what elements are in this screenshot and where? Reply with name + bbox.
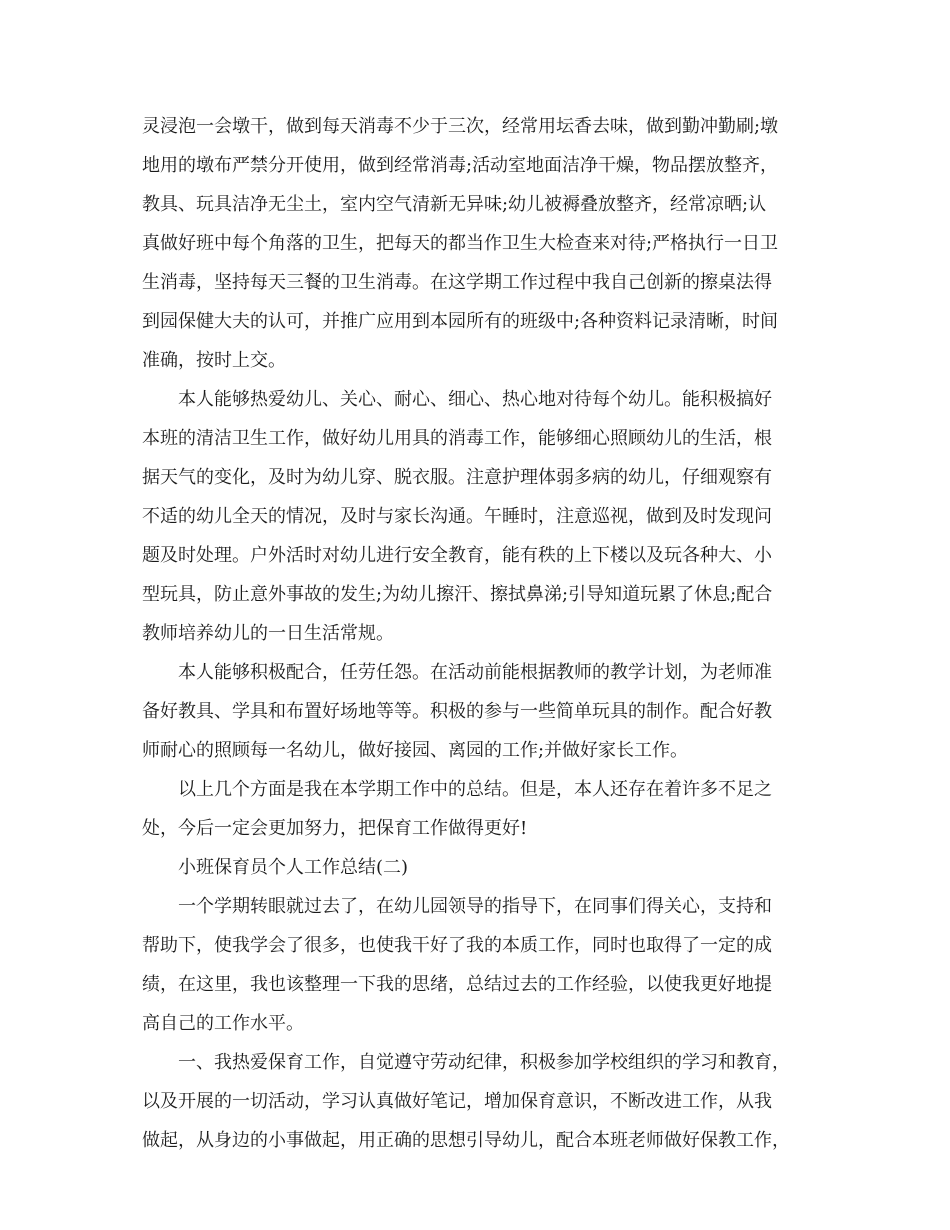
text-line: 不适的幼儿全天的情况，及时与家长沟通。午睡时，注意巡视，做到及时发现问 bbox=[142, 506, 772, 527]
section-heading: 小班保育员个人工作总结(二) bbox=[178, 857, 409, 878]
text-line: 高自己的工作水平。 bbox=[142, 1013, 304, 1034]
paragraph-start-line: 本人能够积极配合，任劳任怨。在活动前能根据教师的教学计划，为老师准 bbox=[178, 662, 772, 683]
paragraph-start-line: 一个学期转眼就过去了，在幼儿园领导的指导下，在同事们得关心，支持和 bbox=[178, 896, 772, 917]
text-line: 本班的清洁卫生工作，做好幼儿用具的消毒工作，能够细心照顾幼儿的生活，根 bbox=[142, 428, 772, 449]
text-line: 师耐心的照顾每一名幼儿，做好接园、离园的工作;并做好家长工作。 bbox=[142, 740, 689, 761]
paragraph-start-line: 以上几个方面是我在本学期工作中的总结。但是，本人还存在着许多不足之 bbox=[178, 779, 772, 800]
text-line: 真做好班中每个角落的卫生，把每天的都当作卫生大检查来对待;严格执行一日卫 bbox=[142, 233, 779, 254]
text-line: 据天气的变化，及时为幼儿穿、脱衣服。注意护理体弱多病的幼儿，仔细观察有 bbox=[142, 467, 772, 488]
text-line: 帮助下，使我学会了很多，也使我干好了我的本质工作，同时也取得了一定的成 bbox=[142, 935, 772, 956]
paragraph-start-line: 一、我热爱保育工作，自觉遵守劳动纪律，积极参加学校组织的学习和教育， bbox=[178, 1052, 790, 1073]
text-line: 以及开展的一切活动，学习认真做好笔记，增加保育意识，不断改进工作，从我 bbox=[142, 1091, 772, 1112]
text-line: 备好教具、学具和布置好场地等等。积极的参与一些简单玩具的制作。配合好教 bbox=[142, 701, 772, 722]
text-line: 灵浸泡一会墩干，做到每天消毒不少于三次，经常用坛香去味，做到勤冲勤刷;墩 bbox=[142, 116, 779, 137]
text-line: 教师培养幼儿的一日生活常规。 bbox=[142, 623, 394, 644]
text-line: 准确，按时上交。 bbox=[142, 350, 286, 371]
text-line: 地用的墩布严禁分开使用，做到经常消毒;活动室地面洁净干燥，物品摆放整齐， bbox=[142, 155, 779, 176]
text-line: 做起，从身边的小事做起，用正确的思想引导幼儿，配合本班老师做好保教工作， bbox=[142, 1130, 790, 1151]
text-line: 到园保健大夫的认可，并推广应用到本园所有的班级中;各种资料记录清晰，时间 bbox=[142, 311, 779, 332]
text-line: 型玩具，防止意外事故的发生;为幼儿擦汗、擦拭鼻涕;引导知道玩累了休息;配合 bbox=[142, 584, 773, 605]
paragraph-start-line: 本人能够热爱幼儿、关心、耐心、细心、热心地对待每个幼儿。能积极搞好 bbox=[178, 389, 772, 410]
text-line: 绩，在这里，我也该整理一下我的思绪，总结过去的工作经验，以使我更好地提 bbox=[142, 974, 772, 995]
text-line: 生消毒，坚持每天三餐的卫生消毒。在这学期工作过程中我自己创新的擦桌法得 bbox=[142, 272, 772, 293]
text-line: 处，今后一定会更加努力，把保育工作做得更好! bbox=[142, 818, 528, 839]
text-line: 题及时处理。户外活时对幼儿进行安全教育，能有秩的上下楼以及玩各种大、小 bbox=[142, 545, 772, 566]
text-line: 教具、玩具洁净无尘土，室内空气清新无异味;幼儿被褥叠放整齐，经常凉晒;认 bbox=[142, 194, 767, 215]
